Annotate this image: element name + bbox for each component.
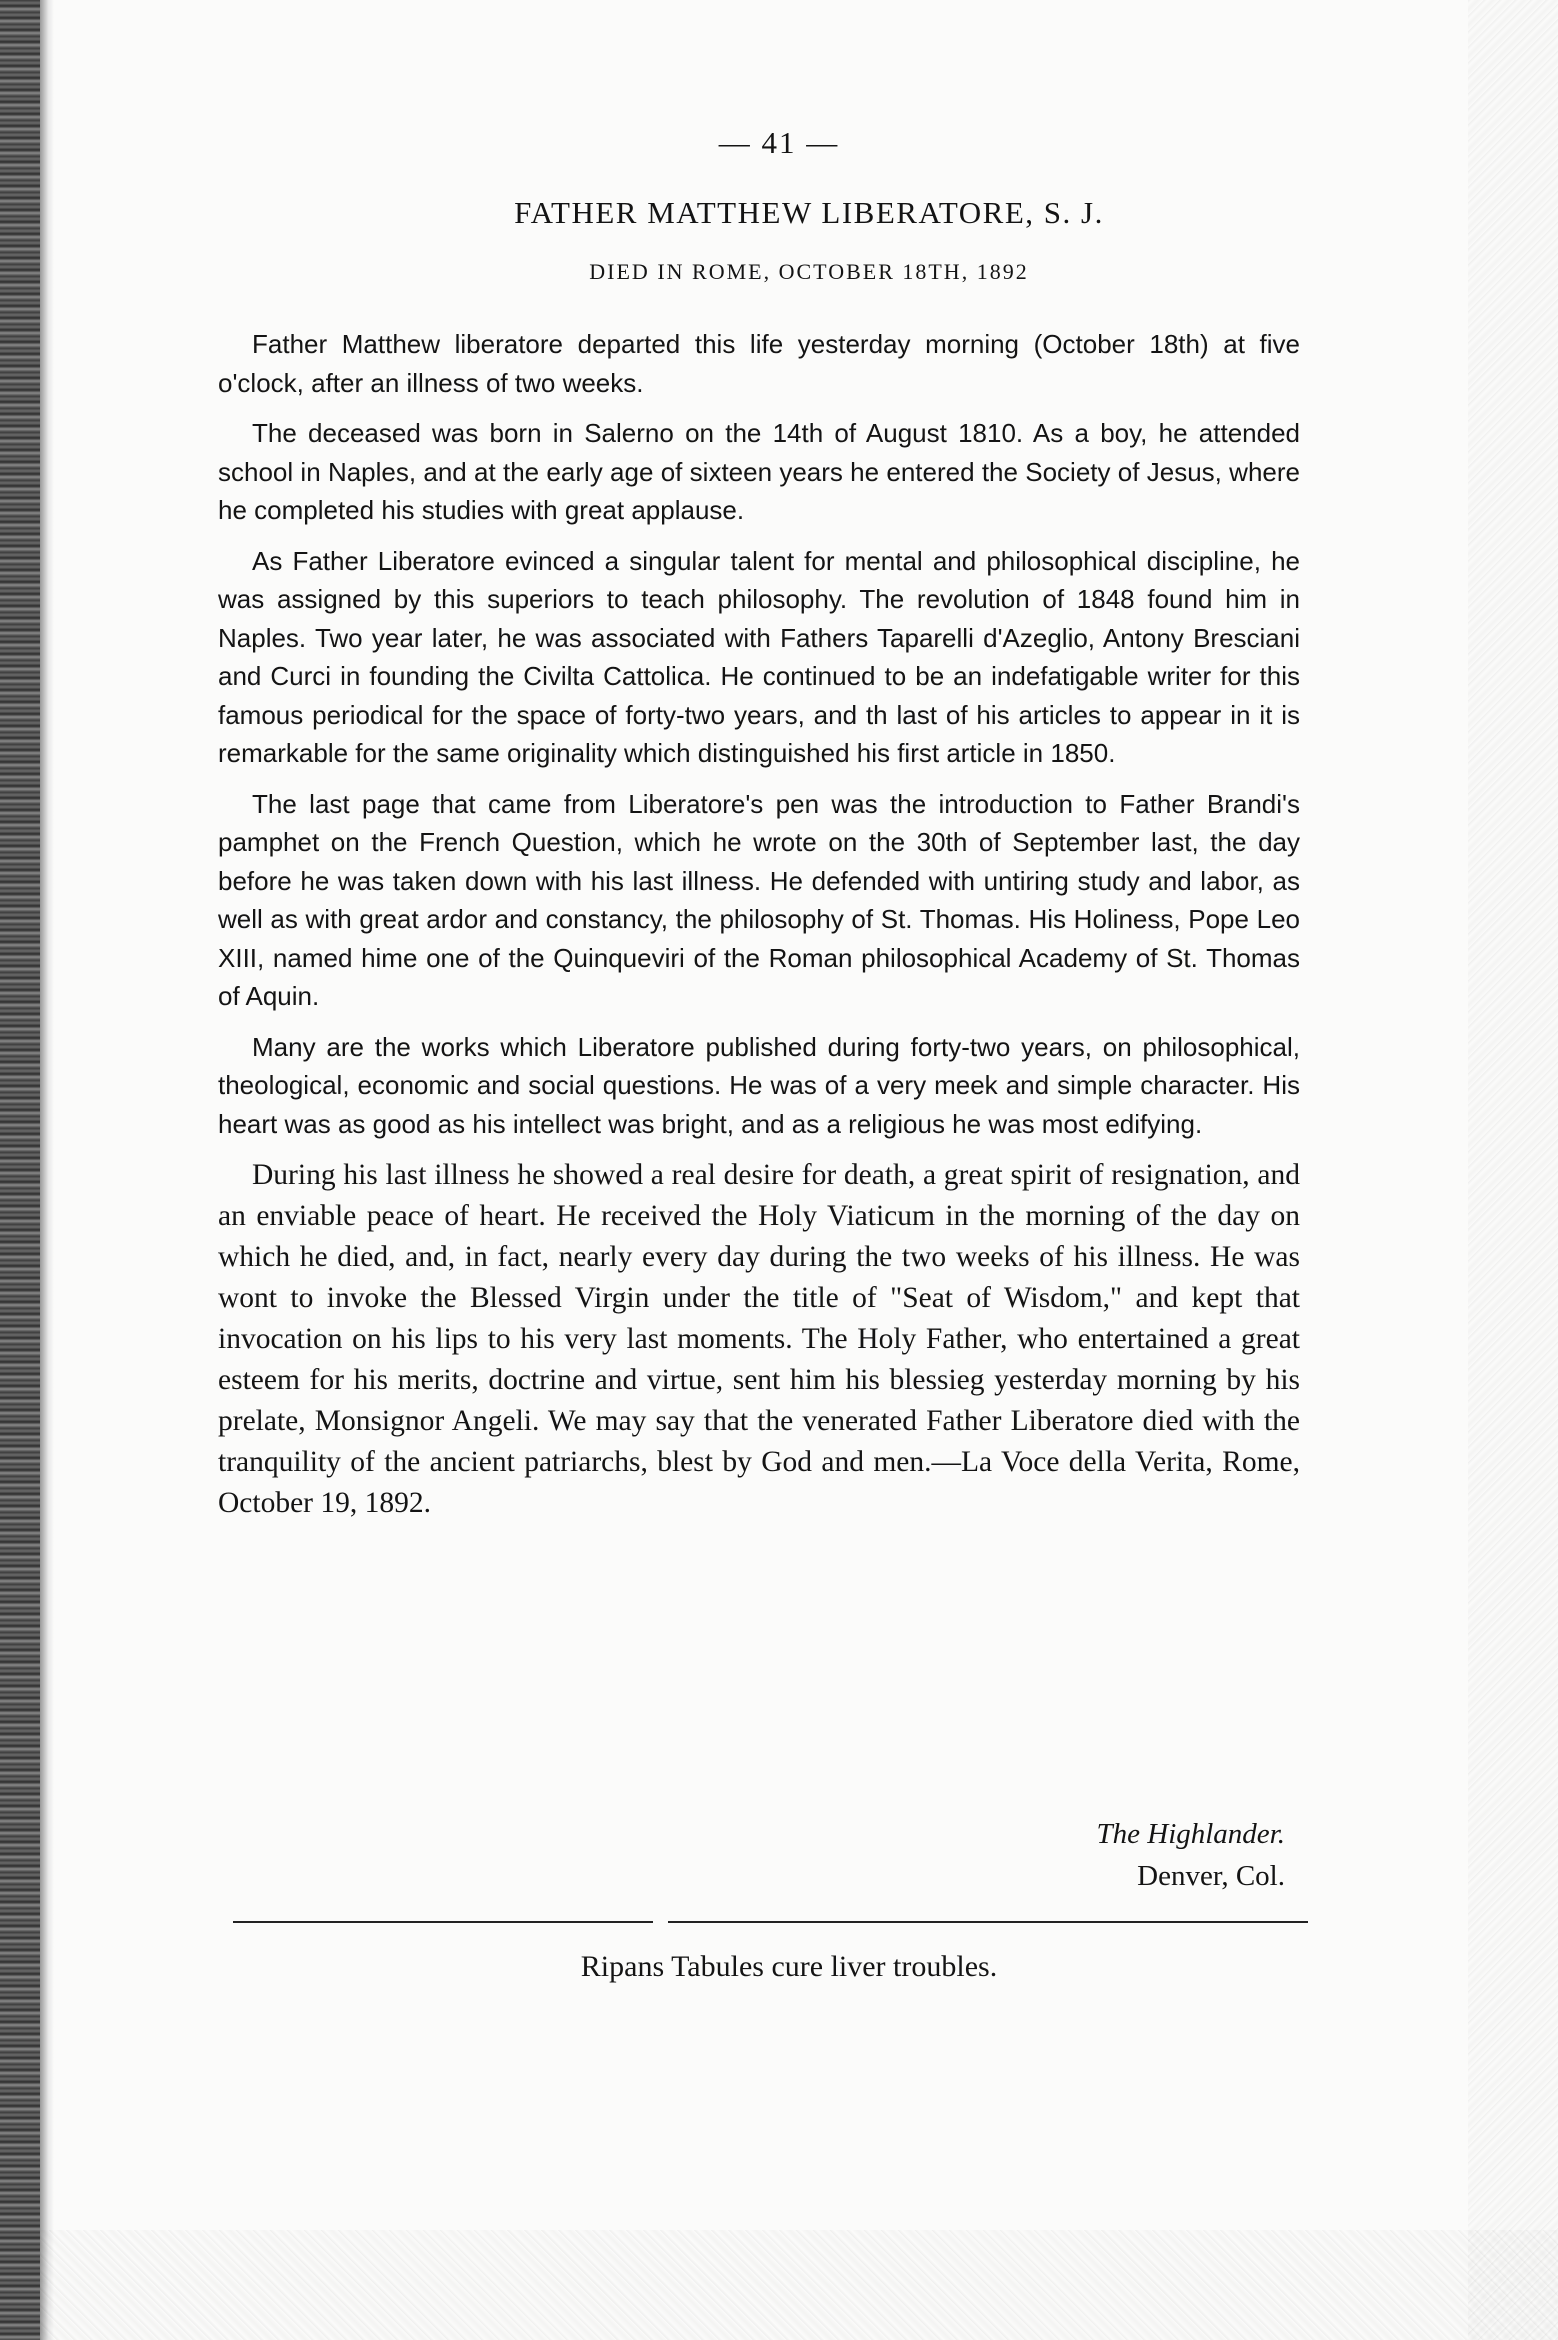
divider-rule: [668, 1921, 1308, 1923]
paragraph: During his last illness he showed a real desire for death, a great spirit of resignation, and an enviable peace of heart. He received the Holy Viaticum in the morning of the day on which he died, and, in fact, nearly every day during the two weeks of his illness. He was wont to invoke the Blessed Virgin under the title of "Seat of Wisdom," and kept that invocation on his lips to his very last moments. The Holy Father, who entertained a great esteem for his merits, doctrine and virtue, sent him his blessieg yesterday morning by his prelate, Monsignor Angeli. We may say that the venerated Father Liberatore died with the tranquility of the ancient patriarchs, blest by God and men.—La Voce della Verita, Rome, October 19, 1892.: [218, 1159, 1300, 1519]
book-binding-edge: [0, 0, 40, 2340]
article-body: [218, 325, 1300, 1536]
advertisement-line: Ripans Tabules cure liver troubles.: [580, 1950, 998, 1983]
article-title: FATHER MATTHEW LIBERATORE, S. J.: [514, 195, 1104, 230]
signature-location: Denver, Col.: [1137, 1860, 1285, 1892]
paragraph: Many are the works which Liberatore published during forty-two years, on philosophical, theological, economic and social questions. He was of a very meek and simple character. His heart was as good as his intellect was bright, and as a religious he was most edifying.: [218, 1031, 1300, 1139]
paragraph: The last page that came from Liberatore's pen was the introduction to Father Brandi's pamphet on the French Question, which he wrote on the 30th of September last, the day before he was taken down with his last illness. He defended with untiring study and labor, as well as with great ardor and constancy, the philosophy of St. Thomas. His Holiness, Pope Leo XIII, named hime one of the Quinqueviri of the Roman philosophical Academy of St. Thomas of Aquin.: [218, 788, 1300, 1011]
page-number: — 41 —: [718, 125, 840, 160]
article-subtitle: DIED IN ROME, OCTOBER 18TH, 1892: [589, 259, 1029, 284]
paper-speckle-bottom: [40, 2230, 1558, 2340]
binding-shadow: [40, 0, 54, 2340]
paragraph: Father Matthew liberatore departed this life yesterday morning (October 18th) at five o'clock, after an illness of two weeks.: [218, 329, 1300, 398]
signature-publication: The Highlander.: [1096, 1818, 1285, 1850]
divider-rule: [233, 1921, 653, 1923]
paper-speckle-right: [1468, 0, 1558, 2340]
paragraph: The deceased was born in Salerno on the 14th of August 1810. As a boy, he attended school in Naples, and at the early age of sixteen years he entered the Society of Jesus, where he completed his studies with great applause.: [218, 418, 1300, 525]
paragraph: As Father Liberatore evinced a singular talent for mental and philosophical discipline, he was assigned by this superiors to teach philosophy. The revolution of 1848 found him in Naples. Two year later, he was associated with Fathers Taparelli d'Azeglio, Antony Bresciani and Curci in founding the Civilta Cattolica. He continued to be an indefatigable writer for this famous periodical for the space of forty-two years, and th last of his articles to appear in it is remarkable for the same originality which distinguished his first article in 1850.: [218, 545, 1300, 768]
